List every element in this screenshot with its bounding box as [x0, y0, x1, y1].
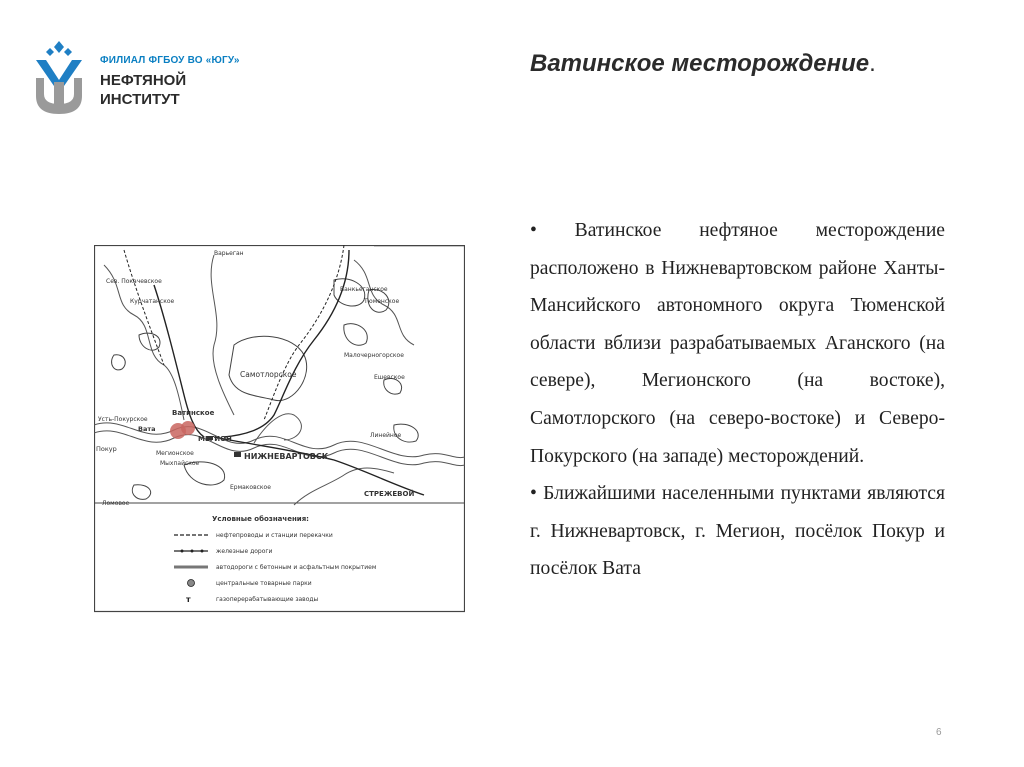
bullet-field-location: • Ватинское нефтяное месторождение расположено в Нижневартовском районе Ханты-Мансийского автономного округа Тюменской области вблизи разрабатываемых Аганского (на севере), Мегионского (на востоке), Самотлорского (на северо-востоке) и Северо-Покурского (на западе) месторождений. [530, 220, 945, 467]
bullet-nearest-settlements: • Ближайшими населенными пунктами являются г. Нижневартовск, г. Мегион, посёлок Покур и посёлок Вата [530, 483, 945, 580]
org-name-line1: НЕФТЯНОЙ [100, 72, 187, 89]
org-branch-label: ФИЛИАЛ ФГБОУ ВО «ЮГУ» [100, 55, 240, 66]
map-label-lomovoe: Ломовое [102, 500, 130, 507]
map-label-varegan: Варьеган [214, 250, 244, 257]
map-label-vata: Вата [138, 425, 156, 433]
map-label-pokur: Покур [96, 445, 117, 453]
slide-title [530, 50, 876, 78]
map-label-megion: МЕГИОН [198, 435, 232, 443]
map-label-yeshevskoe: Ешевское [374, 374, 405, 381]
map-label-ermakovskoe: Ермаковское [230, 484, 271, 491]
map-label-megionskoe: Мегионское [156, 450, 194, 457]
map-label-samotlorskoe: Самотлорское [240, 370, 297, 379]
map-label-lineynoe: Линейное [370, 432, 402, 439]
field-location-map [94, 245, 465, 613]
legend-railways: железные дороги [216, 548, 273, 555]
page-number: 6 [936, 727, 942, 738]
legend-title: Условные обозначения: [212, 515, 309, 523]
map-label-nizhnevartovsk: НИЖНЕВАРТОВСК [244, 452, 329, 461]
slide-title-text: Ватинское месторождение [530, 50, 870, 77]
map-label-vatinskoe: Ватинское [172, 409, 215, 417]
map-label-mykhpayskoe: Мыхпайское [160, 460, 200, 467]
map-label-kurgatanskoe: Курчатанское [130, 298, 175, 305]
map-label-sev-pokachevskoe: Сев. Покачевское [106, 278, 162, 285]
organization-name [100, 55, 240, 109]
legend-pipelines: нефтепроводы и станции перекачки [216, 532, 333, 539]
svg-text:т: т [186, 595, 191, 604]
map-label-ust-pokurskoe: Усть-Покурское [98, 416, 148, 423]
map-label-tyumenskoe: Тюменское [364, 298, 400, 305]
slide-body [530, 212, 945, 588]
legend-gas-plants: газоперерабатывающие заводы [216, 596, 319, 603]
legend-tank-farms: центральные товарные парки [216, 580, 312, 587]
map-label-malochernogorskoe: Малочерногорское [344, 352, 404, 359]
map-label-vankyoganskoe: Ванкьеганское [340, 286, 388, 293]
legend-roads: автодороги с бетонным и асфальтным покрытием [216, 564, 377, 571]
slide-title-dot: . [869, 50, 876, 77]
org-name-line2: ИНСТИТУТ [100, 91, 180, 108]
university-emblem-icon [30, 38, 88, 116]
map-label-strezhevoy: СТРЕЖЕВОЙ [364, 490, 415, 498]
